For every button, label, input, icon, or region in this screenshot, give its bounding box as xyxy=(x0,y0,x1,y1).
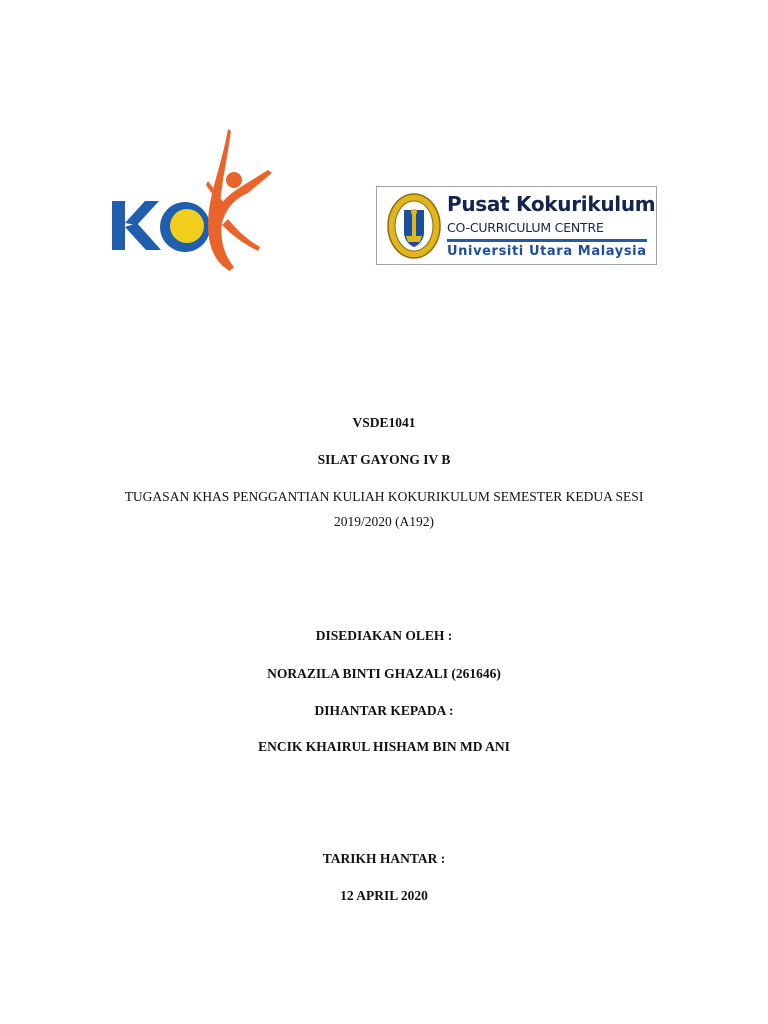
kok-logo-icon xyxy=(108,125,276,273)
submitted-to-name: ENCIK KHAIRUL HISHAM BIN MD ANI xyxy=(258,739,510,754)
uum-seal-icon xyxy=(386,192,442,260)
submission-date-label: TARIKH HANTAR : xyxy=(322,851,446,866)
assignment-title-line2: 2019/2020 (A192) xyxy=(333,514,435,529)
submitted-to-label: DIHANTAR KEPADA : xyxy=(314,703,454,718)
pusat-kokurikulum-logo xyxy=(376,186,657,265)
logo-title: Pusat Kokurikulum xyxy=(447,192,656,216)
prepared-by-label: DISEDIAKAN OLEH : xyxy=(315,628,453,643)
logo-subtitle: CO-CURRICULUM CENTRE xyxy=(447,220,604,235)
course-code: VSDE1041 xyxy=(352,415,416,430)
kok-logo xyxy=(108,125,276,273)
prepared-by-name: NORAZILA BINTI GHAZALI (261646) xyxy=(267,666,501,681)
submission-date: 12 APRIL 2020 xyxy=(340,888,428,903)
logo-divider xyxy=(447,239,647,242)
assignment-title-line1: TUGASAN KHAS PENGGANTIAN KULIAH KOKURIKULUM SEMESTER KEDUA SESI xyxy=(124,489,644,504)
course-name: SILAT GAYONG IV B xyxy=(317,452,451,467)
logo-university: Universiti Utara Malaysia xyxy=(447,244,647,259)
